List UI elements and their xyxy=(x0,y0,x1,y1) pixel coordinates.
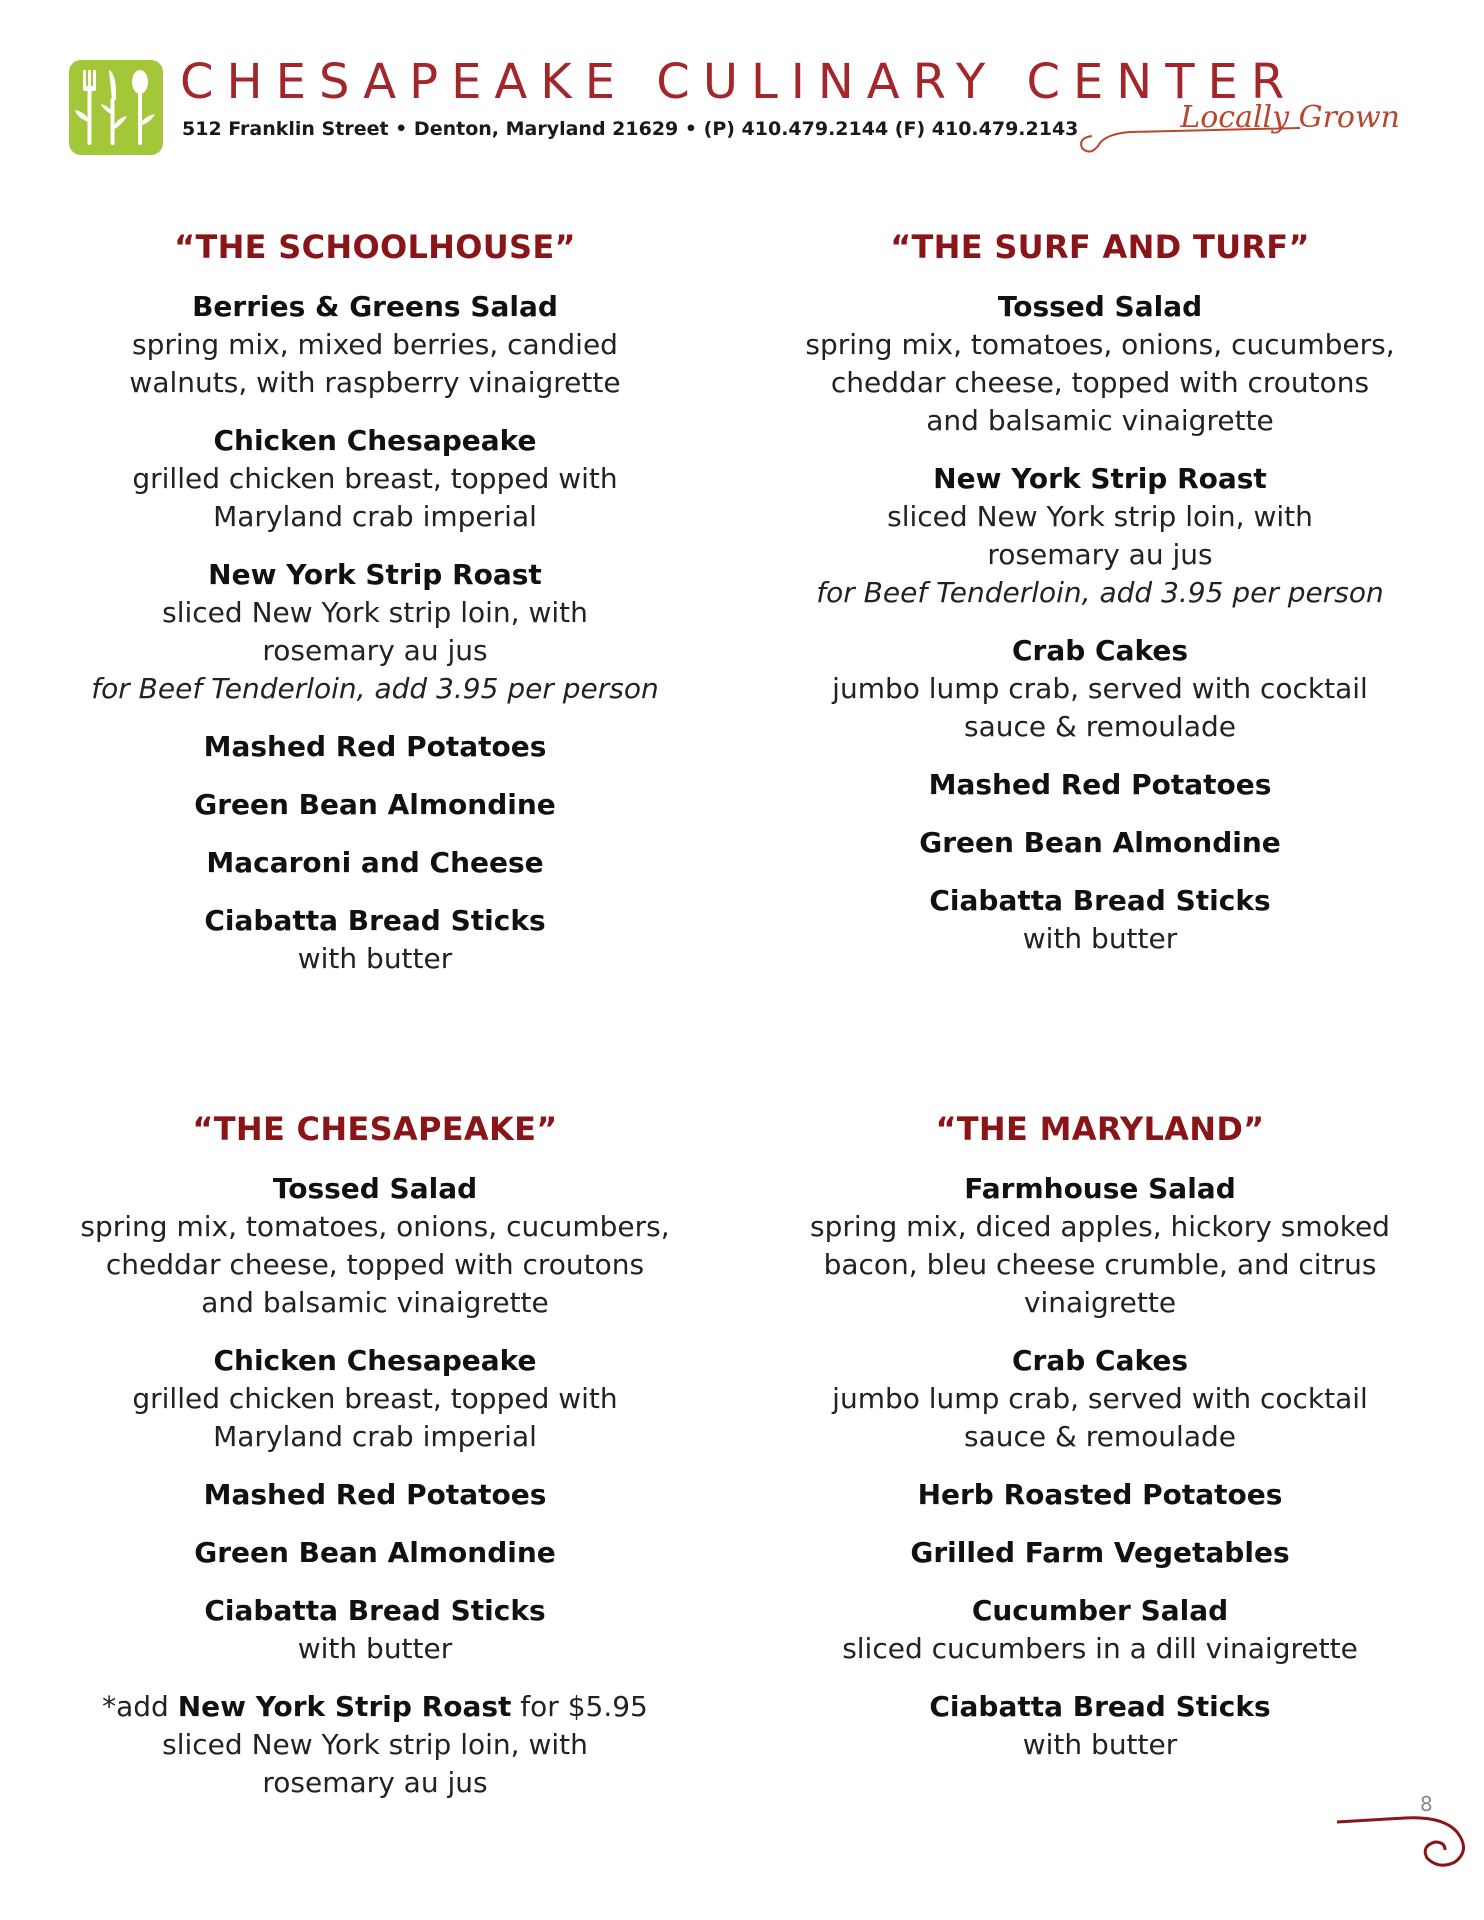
menu-surf-and-turf xyxy=(730,228,1470,978)
menu-item-description: with butter xyxy=(1022,922,1178,955)
menu-item-description: grilled chicken breast, topped with xyxy=(132,462,618,495)
menu-item xyxy=(5,288,745,402)
menu-item-description: vinaigrette xyxy=(1023,1286,1177,1319)
menu-item xyxy=(730,1342,1470,1456)
addon-name: New York Strip Roast xyxy=(177,1690,512,1723)
menu-item xyxy=(730,632,1470,746)
menu-item-description: jumbo lump crab, served with cocktail xyxy=(832,672,1368,705)
menu-item-name: Mashed Red Potatoes xyxy=(928,768,1272,801)
menu-item-name: Chicken Chesapeake xyxy=(213,424,537,457)
menu-item-description: Maryland crab imperial xyxy=(213,1420,537,1453)
menu-item xyxy=(730,460,1470,612)
addon-line xyxy=(5,1688,745,1726)
menu-item xyxy=(730,1592,1470,1668)
menu-item-description: rosemary au jus xyxy=(262,634,488,667)
menu-item-name: Crab Cakes xyxy=(1011,1344,1188,1377)
menu-item-name: Herb Roasted Potatoes xyxy=(917,1478,1283,1511)
menu-item xyxy=(5,1170,745,1322)
menu-title: “THE SCHOOLHOUSE” xyxy=(174,228,576,266)
menu-item-name: Crab Cakes xyxy=(1011,634,1188,667)
menu-item-description: cheddar cheese, topped with croutons xyxy=(830,366,1370,399)
menu-item xyxy=(730,288,1470,440)
menu-item-name: Mashed Red Potatoes xyxy=(203,730,547,763)
menu-item xyxy=(5,1476,745,1514)
addon-description: sliced New York strip loin, with xyxy=(162,1728,588,1761)
menu-item-description: with butter xyxy=(1022,1728,1178,1761)
menu-item xyxy=(730,1534,1470,1572)
menu-item-name: Tossed Salad xyxy=(997,290,1203,323)
menu-item-description: bacon, bleu cheese crumble, and citrus xyxy=(823,1248,1377,1281)
menu-item-name: Ciabatta Bread Sticks xyxy=(929,1690,1271,1723)
menu-item-description: jumbo lump crab, served with cocktail xyxy=(832,1382,1368,1415)
menu-addon xyxy=(5,1688,745,1802)
brand-name: CHESAPEAKE CULINARY CENTER xyxy=(180,54,1298,110)
menu-item-name: Cucumber Salad xyxy=(971,1594,1229,1627)
menu-item-description: spring mix, mixed berries, candied xyxy=(132,328,618,361)
menu-item-description: spring mix, diced apples, hickory smoked xyxy=(810,1210,1390,1243)
menu-item-name: Ciabatta Bread Sticks xyxy=(929,884,1271,917)
menu-item-name: Ciabatta Bread Sticks xyxy=(204,1594,546,1627)
menu-item xyxy=(730,1688,1470,1764)
menu-chesapeake xyxy=(5,1110,745,1822)
menu-item xyxy=(5,422,745,536)
menu-item-name: Green Bean Almondine xyxy=(194,788,556,821)
menu-item-description: cheddar cheese, topped with croutons xyxy=(105,1248,645,1281)
menu-item-description: rosemary au jus xyxy=(987,538,1213,571)
menu-item-name: Berries & Greens Salad xyxy=(192,290,558,323)
addon-prefix: *add xyxy=(102,1690,178,1723)
menu-item xyxy=(730,1476,1470,1514)
menu-title: “THE CHESAPEAKE” xyxy=(192,1110,558,1148)
menu-item-description: spring mix, tomatoes, onions, cucumbers, xyxy=(805,328,1395,361)
menu-item-name: Chicken Chesapeake xyxy=(213,1344,537,1377)
menu-item-description: with butter xyxy=(297,1632,453,1665)
menu-item-note: for Beef Tenderloin, add 3.95 per person xyxy=(816,576,1384,609)
menu-item xyxy=(5,1592,745,1668)
menu-item xyxy=(730,766,1470,804)
tagline-block xyxy=(1070,100,1410,160)
menu-item xyxy=(5,844,745,882)
menu-item-description: sliced cucumbers in a dill vinaigrette xyxy=(842,1632,1358,1665)
tagline: Locally Grown xyxy=(1180,100,1400,135)
menu-item-description: sauce & remoulade xyxy=(964,1420,1236,1453)
menu-item-name: New York Strip Roast xyxy=(933,462,1267,495)
addon-description: rosemary au jus xyxy=(262,1766,488,1799)
menu-item xyxy=(730,882,1470,958)
menu-item-name: Ciabatta Bread Sticks xyxy=(204,904,546,937)
menu-item xyxy=(5,728,745,766)
menu-item-name: Macaroni and Cheese xyxy=(206,846,544,879)
menu-item-note: for Beef Tenderloin, add 3.95 per person xyxy=(91,672,659,705)
menu-item xyxy=(5,556,745,708)
menu-maryland xyxy=(730,1110,1470,1784)
menu-item-name: Green Bean Almondine xyxy=(194,1536,556,1569)
menu-item-description: spring mix, tomatoes, onions, cucumbers, xyxy=(80,1210,670,1243)
menu-item xyxy=(5,786,745,824)
menu-item-name: Mashed Red Potatoes xyxy=(203,1478,547,1511)
menu-item-description: sauce & remoulade xyxy=(964,710,1236,743)
menu-item-description: grilled chicken breast, topped with xyxy=(132,1382,618,1415)
menu-item-name: Farmhouse Salad xyxy=(964,1172,1236,1205)
menu-title: “THE MARYLAND” xyxy=(935,1110,1265,1148)
menu-item-description: sliced New York strip loin, with xyxy=(887,500,1313,533)
menu-item xyxy=(5,1534,745,1572)
menu-item xyxy=(730,1170,1470,1322)
addon-suffix: for $5.95 xyxy=(511,1690,648,1723)
menu-schoolhouse xyxy=(5,228,745,998)
page-header xyxy=(0,0,1484,170)
menu-item-description: Maryland crab imperial xyxy=(213,500,537,533)
menu-item-description: with butter xyxy=(297,942,453,975)
corner-swirl-icon xyxy=(1335,1800,1475,1880)
address-line: 512 Franklin Street • Denton, Maryland 21629 • (P) 410.479.2144 (F) 410.479.2143 xyxy=(182,118,1079,140)
utensils-logo-icon xyxy=(69,60,163,155)
menu-item-name: Green Bean Almondine xyxy=(919,826,1281,859)
page-number: 8 xyxy=(1420,1792,1433,1816)
menu-item xyxy=(730,824,1470,862)
menu-item-name: New York Strip Roast xyxy=(208,558,542,591)
menu-item xyxy=(5,1342,745,1456)
menu-item-description: and balsamic vinaigrette xyxy=(201,1286,549,1319)
menu-item-name: Tossed Salad xyxy=(272,1172,478,1205)
menu-item xyxy=(5,902,745,978)
menu-title: “THE SURF AND TURF” xyxy=(890,228,1310,266)
menu-item-description: and balsamic vinaigrette xyxy=(926,404,1274,437)
menu-item-description: sliced New York strip loin, with xyxy=(162,596,588,629)
menu-item-name: Grilled Farm Vegetables xyxy=(910,1536,1290,1569)
menu-item-description: walnuts, with raspberry vinaigrette xyxy=(129,366,621,399)
